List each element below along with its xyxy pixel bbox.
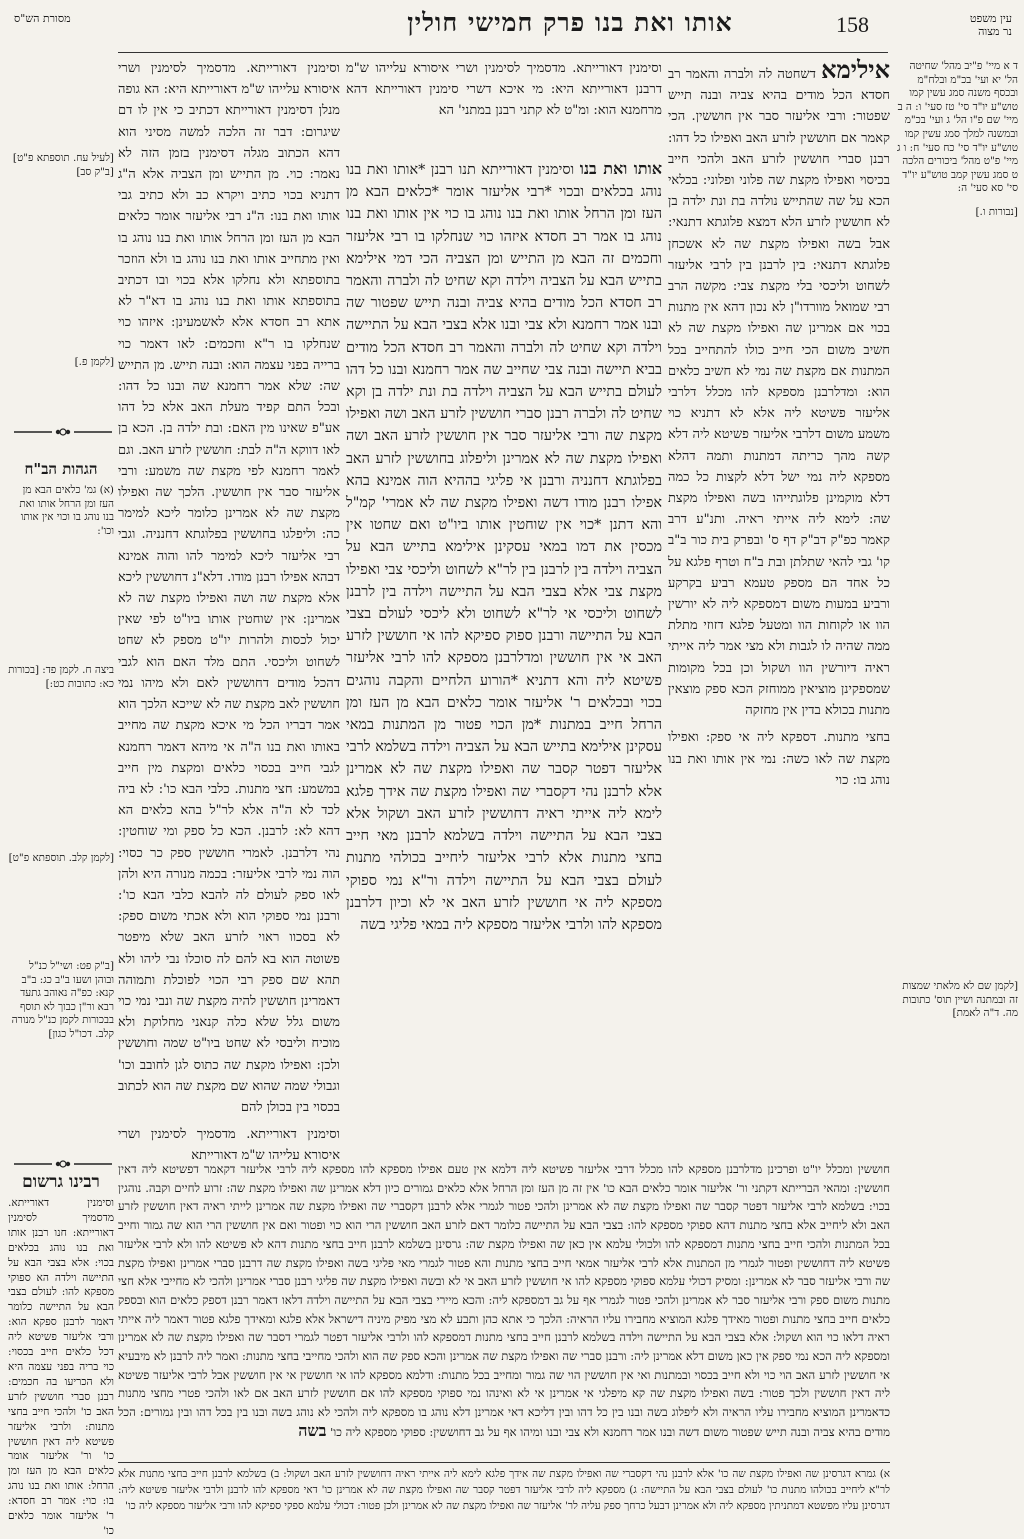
gemara-top-commentary: וסימנין דאורייתא. מדסמיך לסימנין ושרי איסורא עלייהו ש"מ דרבנן דאורייתא היא: מי איכא דשרי סימנין דאורייתא דהא מרחמנא הוא: ומ"ט לא קתני רבנן במתני' הא xyxy=(346,61,662,119)
rashi-text: דשחטה לה ולברה והאמר רב חסדא הכל מודים בהיא צביה ובנה תייש שפטור: ורבי אליעזר סבר אין חוששין. הכי קאמר אם חוששין לזרע האב ואפילו כל דהו: רבנן סברי חוששין לזרע האב ולהכי חייב בכיסוי ואפילו מקצת שה פלוני ופלוני: בכלאי הכא על שה שהתייש נולדה בת ונת ילדה בן לא חוששין לזרע הלא דמצא פלוגתא דתנאי: אבל בשה ואפילו מקצת שה לא אשכחן פלוגתא דתנאי: בין לרבנן בין לרבי אליעזר לשחוט וליכסי בלי מקצת צבי: מקשה הרב רבי שמואל מוורדו"ן לא נכון דהא אין מתנות בכוי אם אמרינן שה ואפילו מקצת שה לא חשיב משום הכי חייב כולו להתחייב בכל המתנות אם מקצת שה נמי לא חשיב כלאים הוא: ומדלרבנן מספקא להו מכלל דלרבי אליעזר פשיטא ליה אלא לא דתניא כוי משמע משום דלרבי אליעזר פשיטא ליה דלא קשה מהך כריתה דמתנות ותמה דהלא מספקא ליה נמי ישל דלא לקצות כל כמה דלא מוקמינן פלוגתייהו בשה ואפילו מקצת שה: לימא ליה אייתי ראיה. ותנ"ע דרב קאמר כפ"ק דב"ק דף ס' ובפרק בית כור ב"ב קו' גבי להאי שתלתן ובת ב"ח וטרף פלגא על כל אחד הם מספק טעמא רביע בקרקע ורביע במעות משום דמספקא ליה לא יורשין הוו או לקוחות הוו ומטעל פלגא דזוזי מתלת ממה שהיה לו לגבות ולא מצי אמר ליה אייתי ראיה דיורשין הוו ושקול וכן בכל מקומות שמספקינן מוציאין ממוחזק הכא ספק מוצאין מתנות בכולא בדין אין מחזקה xyxy=(668,67,890,719)
mesoret-note-2: [לקמן פ.] xyxy=(74,356,114,368)
gemara-text: וסימנין דאורייתא תנו רבנן *אותו ואת בנו נוהג בכלאים ובכוי *רבי אליעזר אומר *כלאים הבא מן העז ומן הרחל אותו ואת בנו נוהג בו כוי אין אותו ואת בנו נוהג בו אמר רב חסדא איזהו כוי שנחלקו בו רבי אליעזר וחכמים זה הבא מן התייש ומן הצביה הכי דמי אילימא בתייש הבא על הצביה וילדה וקא שחיט לה ולברה והאמר רב חסדא הכל מודים בהיא צביה ובנה תייש שפטור שה ובנו אמר רחמנא ולא צבי ובנו אלא בצבי הבא על התיישה וילדה וקא שחיט לה ולברה והאמר רב חסדא הכל מודים בביא תיישה ובנה צבי שחייב שה אמר רחמנא ובנו כל דהו לעולם בתייש הבא על הצביה וילדה בת ונת ילדה בן וקא שחיט לה ולברה רבנן סברי חוששין לזרע האב ושה ואפילו מקצת שה ורבי אליעזר סבר אין חוששין לזרע האב ושה ואפילו מקצת שה לא אמרינן וליפלוג בחוששין לזרע האב בפלוגתא דחנניה ורבנן אי פליגי בההיא הוה אמינא בהא אפילו רבנן מודו דשה ואפילו מקצת שה לא אמרי' קמ"ל והא דתנן *כוי אין שוחטין אותו ביו"ט ואם שחטו אין מכסין את דמו במאי עסקינן אילימא בתייש הבא על הצביה וילדה בין לרבנן בין לר"א לשחוט וליכסי צבי ואפילו מקצת צבי אלא בצבי הבא על התיישה וילדה בין לרבנן לשחוט וליכסי אי לר"א לשחוט ולא ליכסי לעולם בצבי הבא על התיישה ורבנן ספוק ספיקא להו אי חוששין לזרע האב אי אין חוששין ומדלרבנן מספקא להו לרבי אליעזר פשיטא ליה והא דתניא *הורוע הלחיים והקבה נוהגים בכוי ובכלאים ר' אליעזר אומר כלאים הבא מן העז ומן הרחל חייב במתנות *מן הכוי פטור מן המתנות במאי עסקינן אילימא בתייש הבא על הצביה וילדה בשלמא לרבי אליעזר דפטר קסבר שה ואפילו מקצת שה לא אמרינן אלא לרבנן נהי דקסברי שה ואפילו מקצת שה אידך פלגא לימא ליה אייתי ראיה דחוששין לזרע האב ושקול אלא בצבי הבא על התיישה וילדה בשלמא לרבנן מאי חייב בחצי מתנות אלא לרבי אליעזר ליחייב בכולהי מתנות לעולם בצבי הבא על התיישה וילדה ור"א נמי ספוקי מספקא ליה אי חוששין לזרע האב אי לא וכיון דלרבנן מספקא להו ולרבי אליעזר מספקא ליה במאי פליגי בשה xyxy=(346,162,662,933)
page-number: 158 xyxy=(836,12,869,37)
bottom-commentary-text: חוששין ומכלל יו"ט ופרכינן מדלרבנן מספקא להו מכלל דרבי אליעזר פשיטא ליה דלמא אין טעם אפילו מספקא להו מספקא ליה לרבי אליעזר דקאמר דפשיטא ליה דאין חוששין: ומהאי הברייתא דקתני ור' אליעזר אומר כלאים הבא כו' אין זה מן העז ומן הרחל אלא כלאים גמורים כיון דלא אמרינן שה ואפילו מקצת שה: זרוע לחיים וקבה. נוהגין בכוי: בשלמא לרבי אליעזר דפטר קסבר שה ואפילו מקצת שה לא אמרינן ולהכי פטור לגמרי אלא לרבנן דקסברי שה ואפילו מקצת שה אמרינן לייתי ראיה דאין חוששין לזרע האב ולא ליחייב אלא בחצי מתנות דהא ספוקי מספקא להו: בצבי הבא על התיישה כלומר דאם לזרע האב חוששין הרי הוא כוי ופטור ואם אין חוששין הרי הוא שה גמור וחייב בכל המתנות ולהכי חייב בחצי מתנות דמספקא להו ולכולי עלמא אין כאן שה ואפילו מקצת שה: גרסינן בשלמא לרבנן חייב בחצי מתנות דהא לא פשיטא להו ולא לרבי אליעזר פשיטא ליה דחוששין ופטור לגמרי מן המתנות אלא לרבי אליעזר אמאי חייב בחצי מתנות והא פטור לגמרי מאי פליגי בשה ואפילו מקצת שה דרבנן סברי אמרינן ואפילו מקצת שה ורבי אליעזר סבר לא אמרינן: ומסיק דכולי עלמא ספוקי מספקא להו אי חוששין לזרע האב אי לא ובשה ואפילו מקצת שה פליגי רבנן סברי אמרינן ולהכי לא מחייבי אלא חצי מתנות משום ספק ורבי אליעזר סבר לא אמרינן ולהכי פטור לגמרי אף על גב דמספקא ליה: והכא מיירי בצבי הבא על התיישה וילדה דלאו דאמר רבנן דספק כלאים הוא ובספק כלאים חייב בחצי מתנות ופטור מאידך פלגא המוציא מחבירו עליו הראיה: הלכך כי אתא כהן ותבע לא מצי מפיק מיניה דישראל אלא פלגא ומאידך פלגא פטור דאמר ליה אייתי ראיה דלאו כוי הוא ושקול: אלא בצבי הבא על התיישה וילדה בשלמא לרבנן חייב בחצי מתנות דמספקא להו ולרבי אליעזר דפטר לגמרי דסבר שה ואפילו מקצת שה לא אמרינן ומספקא ליה הכא נמי ספק אין כאן משום דלא אמרינן ליה: ורבנן סברי שה ואפילו מקצת שה אמרינן והכא ספק שה הוא ולהכי מחייבי בחצי מתנות: ואמר ליה לרבנן לא מיבעיא אי חוששין לזרע האב הוי כוי ולא חייב בכסוי ובמתנות ואי אין חוששין הוי שה גמור ומחייב בכל מתנות: ודלמא מספקא להו אי חוששין אי אין חוששין אבל לרבי אליעזר פשיטא ליה דאין חוששין ולכך פטור: בשה ואפילו מקצת שה קא מיפלגי אי אמרינן אי לא ואינהו נמי ספוקי מספקא להו אם חוששין לזרע האב אם לאו ולהכי פטרי מחצי מתנות כדאמרינן המוציא מחבירו עליו הראיה ולא ליפלוג בשה ובנו בין כל דהו ובין דליכא דאי אמרינן דלא נוהג בו מספקא ליה ולהכי לא נוהג בשה ובנו בין בכל דהו ובין גמורים: הכל מודים בהיא צביה ובנה תייש שפטור משום דשה ובנו אמר רחמנא ולא צבי ובנו ומיהו אף על גב דחוששין: ספוקי מספקא ליה כו' xyxy=(118,1162,891,1439)
tosafot-column xyxy=(118,58,340,1164)
tosafot-text: וסימנין דאורייתא. מדסמיך לסימנין ושרי איסורא עלייהו ש"מ דאורייתא היא: הא גופה מנלן דסימנין דאורייתא דכתיב כי אין לו דם שיגרום: דבר זה הלכה למשה מסיני הוא דהא הכתוב מגלה דסימנין בזמן הזה לא נאמר: כוי. מן התייש ומן הצביה אלא ה"ג דתניא בכוי כתיב ויקרא כב ולא כתיב גבי אותו ואת בנו: ה"נ רבי אליעזר אומר כלאים הבא מן העז ומן הרחל אותו ואת בנו נוהג בו ואין מתחייב אותו ואת בנו נוהג בו ולא הוזכר בתוספתא ולא נחלקו אלא בכוי ובו דכתיב בתוספתא אותו ואת בנו נוהג בו דא"ר לא אתא רב חסדא אלא לאשמעינן: איזהו כוי שנחלקו בו ר"א וחכמים: לאו דאמר כוי ברייה בפני עצמה הוא: ובנה תייש. מן התייש שה: שלא אמר רחמנא שה ובנו כל דהו: ובכל התם קפיד מעלת האב אלא כל דהו אע"פ שאינו מין האם: ובת ילדה בן. הכא בן לאו דווקא ה"ה לבת: חוששין לזרע האב. וגם לאמר רחמנא לפי מקצת שה משמע: ורבי אליעזר סבר אין חוששין. הלכך שה ואפילו מקצת שה לא אמרינן כלומר ליכא למימר כה: וליפלגו בחוששין בפלוגתא דחנניה. וגבי רבי אליעזר ליכא למימר להו והוה אמינא דבהא אפילו רבנן מודו. דלא"נ דחוששין ליכא אלא מקצת שה ושה ואפילו מקצת שה לא אמרינן: אין שוחטין אותו ביו"ט לפי שאין יכול לכסות ולהרות יו"ט מספק לא שחט לשחוט וליכסי. התם מלד האם הוא לגבי דהכל מודים דחוששין לאם ולא מיהו נמי חוששין לאב מקצת שה לא שייכא הלכך הוא אמר דבריו הכל מי איכא מקצת שה מחייב באותו ואת בנו ה"ה אי מיהא דאמר רחמנא לגבי חייב בכסוי כלאים ומקצת מין חייב במשמע: חצי מתנות. כלבי הבא כו': לא ביה לכד לא ה"ה אלא לר"ל בהא כלאים הא דהא לא: לרבנן. הכא כל ספק ומי שוחטין: נהי דלרבנן. לאמרי חוששין ספק כר כסוי: הוה נמי לרבי אליעזר: בכמה מנורה היא ולהן לאו ספק לעולם לה להבא כלבי הבא כו': ורבנן נמי ספוקי הוא ולא אכתי משום ספק: לא בסכוו ראוי לזרע האב שלא מיפטר פשוטה הוא בא להם לה סוכלו נבי ליהו ולא תהא שם ספק רבי הכוי לפוכלת ותמוהה דאמרינן חוששין להיה מקצת שה ונבי נמי כוי משום גלל שלא כלה קנאני מחלוקת ולא מוכיח וליבסי לא שחט ביו"ט שמה וחוששין ולכן: ואפילו מקצת שה כתוס לגן לחובב וכו' וגבולי שמה שהוא שם מקצת שה הוא לכתוב בכסוי בין בכולן להם xyxy=(118,61,340,1115)
mesoret-note-1: [לעיל עח. תוספתא פ"ט] [ב"ק סב] xyxy=(12,152,114,178)
gemara-column xyxy=(346,158,662,1138)
rashi-opening-word: אילימא xyxy=(821,55,890,84)
mesoret-header: מסורת הש"ס xyxy=(14,12,71,25)
ein-mishpat-bracket-note: [נבורות ו.] xyxy=(975,205,1018,218)
rabbenu-gershom-title: רבינו גרשום xyxy=(22,1172,100,1192)
page-title: אותו ואת בנו פרק חמישי חולין xyxy=(407,8,733,37)
rabbenu-gershom-text: וסימנין דאורייתא. מדסמיך לסימנין דאורייתא: חנו רבנן אותו ואת בנו נוהג בכלאים בכוי: אלא בצבי הבא על התיישה וילדה הא ספוקי מספקא להו: לעולם בצבי הבא על התיישה כלומר דאמר לרבנן ספקא הוא: ורבי אליעזר פשיטא ליה דכל כלאים חייב בכסוי: כוי בריה בפני עצמה היא ולא הכריעו בה חכמים: רבנן סברי חוששין לזרע האב כו' ולהכי חייב בחצי מתנות: ולרבי אליעזר פשיטא ליה דאין חוששין כו' ור' אליעזר אומר כלאים הבא מן העז ומן הרחל: אותו ואת בנו נוהג בו: כוי: אמר רב חסדא: ר' אליעזר אומר כלאים כו' xyxy=(8,1197,114,1537)
mesoret-note-3: ביצה ח. לקמן פד: [בכורות כא: כתובות כט:] xyxy=(8,664,114,690)
ein-mishpat-lower-note: [לקמן שם לא מלאתי שמצות זה ובמתנה ושיין תוס' כתובות מה. ד"ה לאמת] xyxy=(902,980,1018,1020)
rashi-footer: בחצי מתנות. דספקא ליה אי ספק: ואפילו מקצת שה לאו כשה: נמי אין אותו ואת בנו נוהג בו: כוי xyxy=(668,730,890,788)
hagahot-title: הגהות הב"ח xyxy=(24,460,98,478)
bottom-end-word: בשה xyxy=(298,1420,327,1440)
ein-mishpat-text: ד א מיי' פ"יב מהל' שחיטה הל' יא ועי' בכ"מ ובלח"מ ובכסף משנה סמג עשין קמו טוש"ע יו"ד סי' טז סעי' ו: ה ב מיי' שם פ"ו הל' ג ועי' בכ"מ ובמשנה למלך סמג עשין קמו טוש"ע יו"ד סי' כח סעי' ח: ו ג מיי' פ"ט מהל' ביכורים הלכה ט סמג עשין קמב טוש"ע יו"ד סי' סא סעי' ה: xyxy=(896,60,1018,195)
bottom-commentary xyxy=(118,1160,890,1460)
ein-mishpat-header: עין משפט נר מצוה xyxy=(969,12,1012,38)
mesoret-note-4: [לקמן קלב. תוספתא פ"ט] xyxy=(8,852,114,864)
footnotes: א) גמרא דגרסינן שה ואפילו מקצת שה כו' אלא לרבנן נהי דקסברי שה ואפילו מקצת שה אידך פלגא לימא ליה אייתי ראיה דחוששין לזרע האב ושקול: ב) בשלמא לרבנן חייב בחצי מתנות אלא לר"א ליחייב בכולהו מתנות כו' לעולם בצבי הבא על התיישה: ג) מספקא ליה לרבי אליעזר דפטר קסבר שה ואפילו מקצת שה לא אמרינן כו' דאי מספקא להו לרבנן ולרבי אליעזר פשיטא ליה: דגרסינן עליו מפשטא דמתניתין מספקא ליה ולא אמרינן דבעל כרחך ספק עליה לר' אליעזר שה ואפילו מקצת שה לא אמרינן ולכן פטור: דכולי עלמא ספקי ספיקא להו ורבי אליעזר מספקא ליה כו' xyxy=(118,1462,890,1536)
tosafot-footer: וסימנין דאורייתא. מדסמיך לסימנין ושרי איסורא עלייהו ש"מ דאורייתא xyxy=(118,1127,340,1164)
hagahot-text: (א) גמ' כלאים הבא מן העז ומן הרחל אותו ואת בנו נוהג בו וכוי אין אותו וכו': xyxy=(19,484,114,537)
ein-mishpat-column xyxy=(894,60,1018,220)
ornament-divider xyxy=(14,1160,112,1168)
gemara-opening-word: אותו ואת בנו xyxy=(579,159,663,178)
mesoret-note-5: [ב"ק פט: ושי"ל כנ"ל ובוהן ושעו ב"ב כג: ב"ב קנא: כפ"ה נאוהב גתעד רבא ור"ן כבוך לא תוסף בבכורות לקמן כנ"ל מנורה קלב. דכו"ל כגון] xyxy=(11,960,114,1040)
rashi-column xyxy=(668,55,890,1158)
ornament-divider xyxy=(14,428,112,436)
header-rule xyxy=(118,52,888,53)
